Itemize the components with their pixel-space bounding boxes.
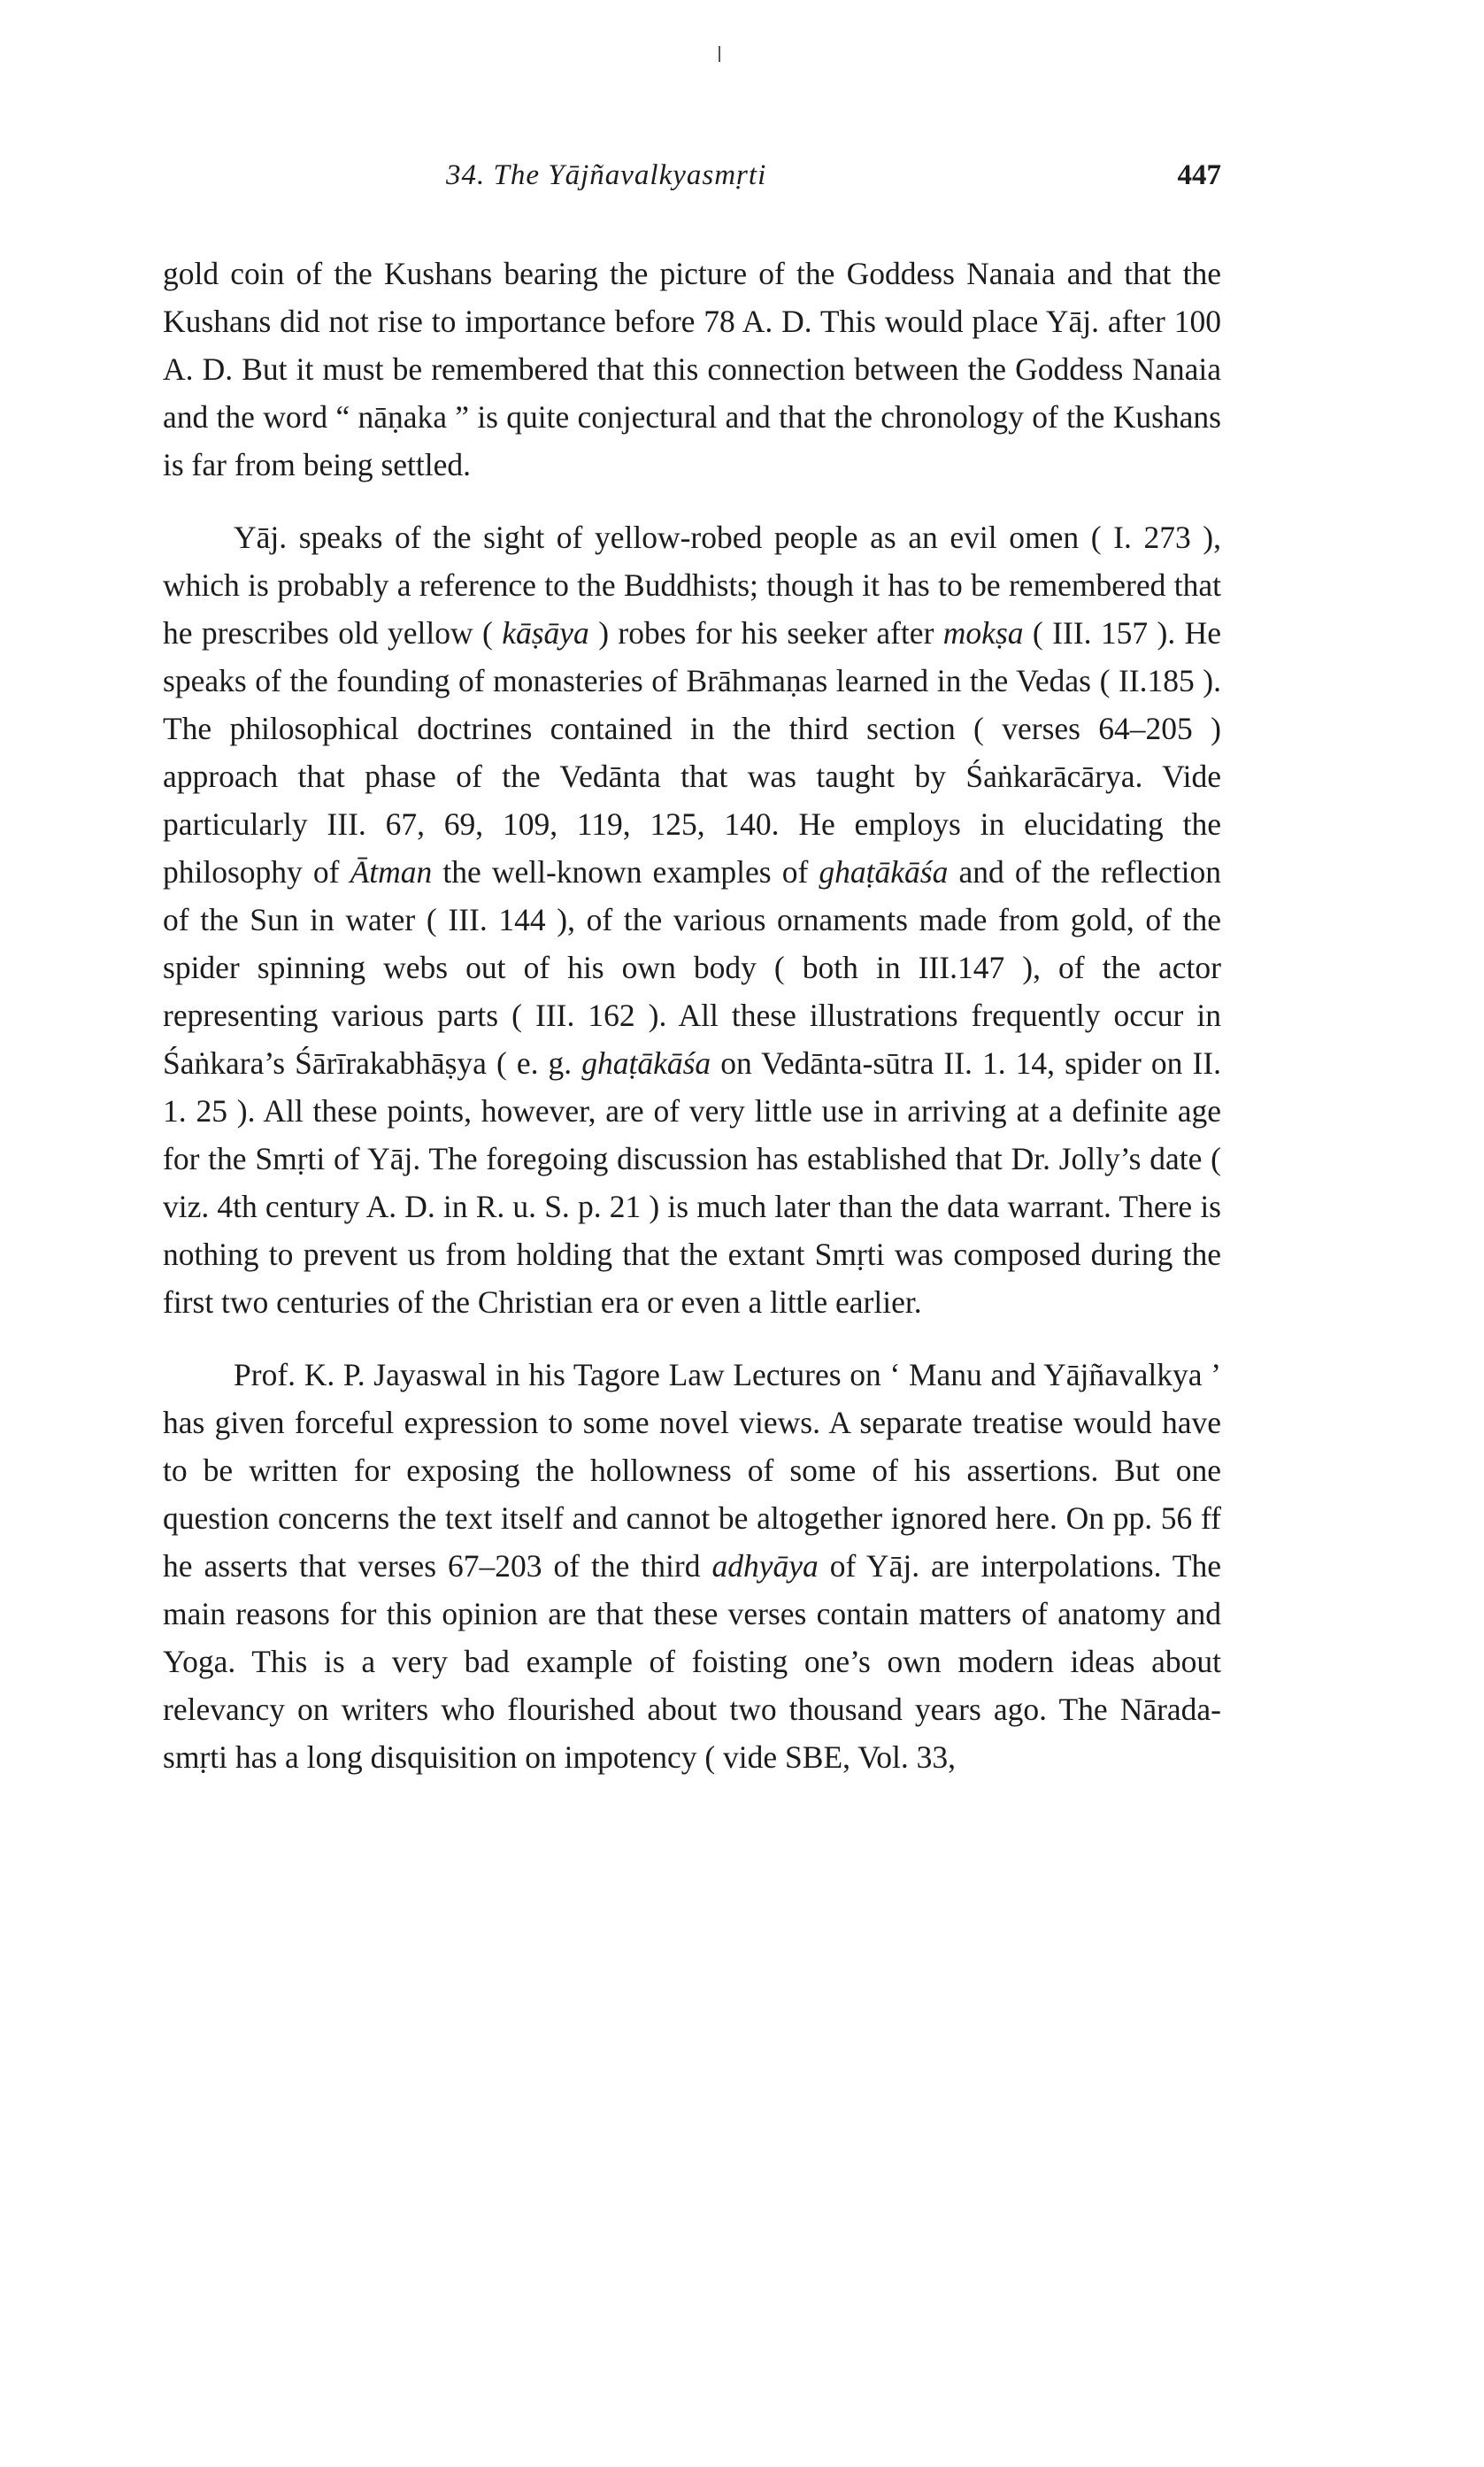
term-moksa: mokṣa <box>942 615 1024 651</box>
paragraph-3 <box>163 1351 1221 1781</box>
paragraph-2-text: ) robes for his seeker after <box>588 615 943 651</box>
term-kasaya: kāṣāya <box>502 615 589 651</box>
paragraph-2-text: and of the reflection of the Sun in water ( III. 144 ), of the various ornaments made from gold, of the spider spinning webs out of his own body ( both in III.147 ), of the actor representing various parts ( III. 162 ). All these illustrations frequently occur in Śaṅkara’s Śārīrakabhāṣya ( e. g. <box>163 854 1221 1081</box>
term-ghatakasa: ghaṭākāśa <box>581 1045 711 1081</box>
paragraph-2-text: Yāj. speaks of the sight of yellow-robed people as an evil omen ( I. 273 ), which is probably a reference to the Buddhists; though it has to be remembered that he prescribes old yellow ( <box>163 520 1221 651</box>
paragraph-2 <box>163 513 1221 1326</box>
paragraph-1 <box>163 250 1221 489</box>
term-atman: Ātman <box>350 854 433 890</box>
term-ghatakasa: ghaṭākāśa <box>819 854 949 890</box>
paragraph-1-text: gold coin of the Kushans bearing the picture of the Goddess Nanaia and that the Kushans did not rise to importance before 78 A. D. This would place Yāj. after 100 A. D. But it must be remembered that this connection between the Goddess Nanaia and the word “ nāṇaka ” is quite conjectural and that the chronology of the Kushans is far from being settled. <box>163 256 1221 482</box>
printing-mark <box>719 46 720 62</box>
paragraph-2-text: the well-known examples of <box>432 854 819 890</box>
paragraph-2-text: on Vedānta-sūtra II. 1. 14, spider on II. 1. 25 ). All these points, however, are of very little use in arriving at a definite age for the Smṛti of Yāj. The foregoing discussion has established that Dr. Jolly’s date ( viz. 4th century A. D. in R. u. S. p. 21 ) is much later than the data warrant. There is nothing to prevent us from holding that the extant Smṛti was composed during the first two centuries of the Christian era or even a little earlier. <box>163 1045 1221 1320</box>
paragraph-3-text: Prof. K. P. Jayaswal in his Tagore Law Lectures on ‘ Manu and Yājñavalkya ’ has given forceful expression to some novel views. A separate treatise would have to be written for exposing the hollowness of some of his assertions. But one question concerns the text itself and cannot be altogether ignored here. On pp. 56 ff he asserts that verses 67–203 of the third <box>163 1357 1221 1584</box>
paragraph-3-text: of Yāj. are interpolations. The main reasons for this opinion are that these verses contain matters of anatomy and Yoga. This is a very bad example of foisting one’s own modern ideas about relevancy on writers who flourished about two thousand years ago. The Nārada-smṛti has a long disquisition on impotency ( vide SBE, Vol. 33, <box>163 1548 1221 1775</box>
body-text <box>163 250 1221 1806</box>
page-number: 447 <box>1177 159 1221 191</box>
paragraph-2-text: ( III. 157 ). He speaks of the founding of monasteries of Brāhmaṇas learned in the Vedas ( II.185 ). The philosophical doctrines contained in the third section ( verses 64–205 ) approach that phase of the Vedānta that was taught by Śaṅkarācārya. Vide particularly III. 67, 69, 109, 119, 125, 140. He employs in elucidating the philosophy of <box>163 615 1221 890</box>
term-adhyaya: adhyāya <box>711 1548 819 1584</box>
running-header <box>163 159 1221 204</box>
section-title: 34. The Yājñavalkyasmṛti <box>446 159 767 191</box>
